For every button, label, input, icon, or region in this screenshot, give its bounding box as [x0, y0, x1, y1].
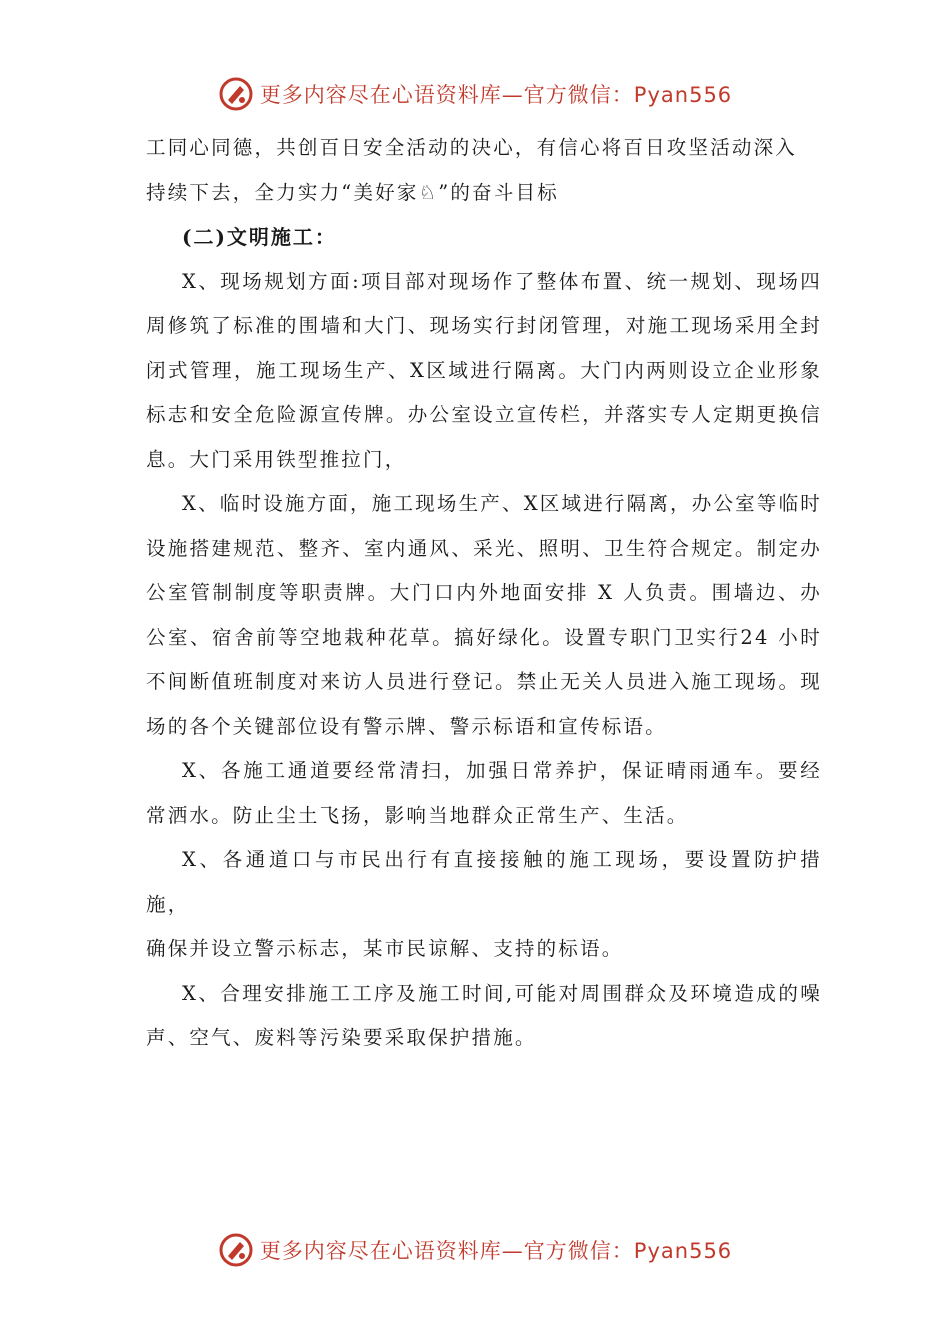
section-heading: (二)文明施工： — [182, 225, 337, 249]
intro-line-1: 工同心同德，共创百日安全活动的决心，有信心将百日攻坚活动深入 — [146, 136, 798, 159]
paragraph-access-line-1: X、各通道口与市民出行有直接接触的施工现场，要设置防护措施， — [146, 848, 822, 916]
paragraph-access-line-2: 确保并设立警示标志，某市民谅解、支持的标语。 — [146, 937, 624, 960]
footer-watermark — [0, 1232, 950, 1268]
paragraph-temporary-facilities: X、临时设施方面，施工现场生产、X区域进行隔离，办公室等临时设施搭建规范、整齐、室内通风、采光、照明、卫生符合规定。制定办公室管制制度等职责牌。大门口内外地面安排 X 人负责。围墙边、办公室、宿舍前等空地栽种花草。搞好绿化。设置专职门卫实行24 小时不间断值班制度对来访人员进行登记。禁止无关人员进入施工现场。现场的各个关键部位设有警示牌、警示标语和宣传标语。 — [146, 492, 822, 738]
paragraph-site-planning: X、现场规划方面:项目部对现场作了整体布置、统一规划、现场四周修筑了标准的围墙和大门、现场实行封闭管理，对施工现场采用全封闭式管理，施工现场生产、X区域进行隔离。大门内两则设立企业形象标志和安全危险源宣传牌。办公室设立宣传栏，并落实专人定期更换信息。大门采用铁型推拉门， — [146, 269, 822, 471]
paragraph-scheduling: X、合理安排施工工序及施工时间,可能对周围群众及环境造成的噪声、空气、废料等污染要采取保护措施。 — [146, 981, 822, 1049]
document-body — [146, 126, 822, 1061]
intro-line-2: 持续下去，全力实力“美好家♘”的奋斗目标 — [146, 180, 559, 204]
seal-logo-icon — [218, 76, 254, 112]
seal-logo-icon — [218, 1232, 254, 1268]
watermark-text: 更多内容尽在心语资料库—官方微信：Pyan556 — [259, 1239, 733, 1263]
header-watermark — [0, 76, 950, 112]
paragraph-construction-roads: X、各施工通道要经常清扫，加强日常养护，保证晴雨通车。要经常洒水。防止尘土飞扬，影响当地群众正常生产、生活。 — [146, 759, 822, 827]
watermark-text: 更多内容尽在心语资料库—官方微信：Pyan556 — [259, 83, 733, 107]
